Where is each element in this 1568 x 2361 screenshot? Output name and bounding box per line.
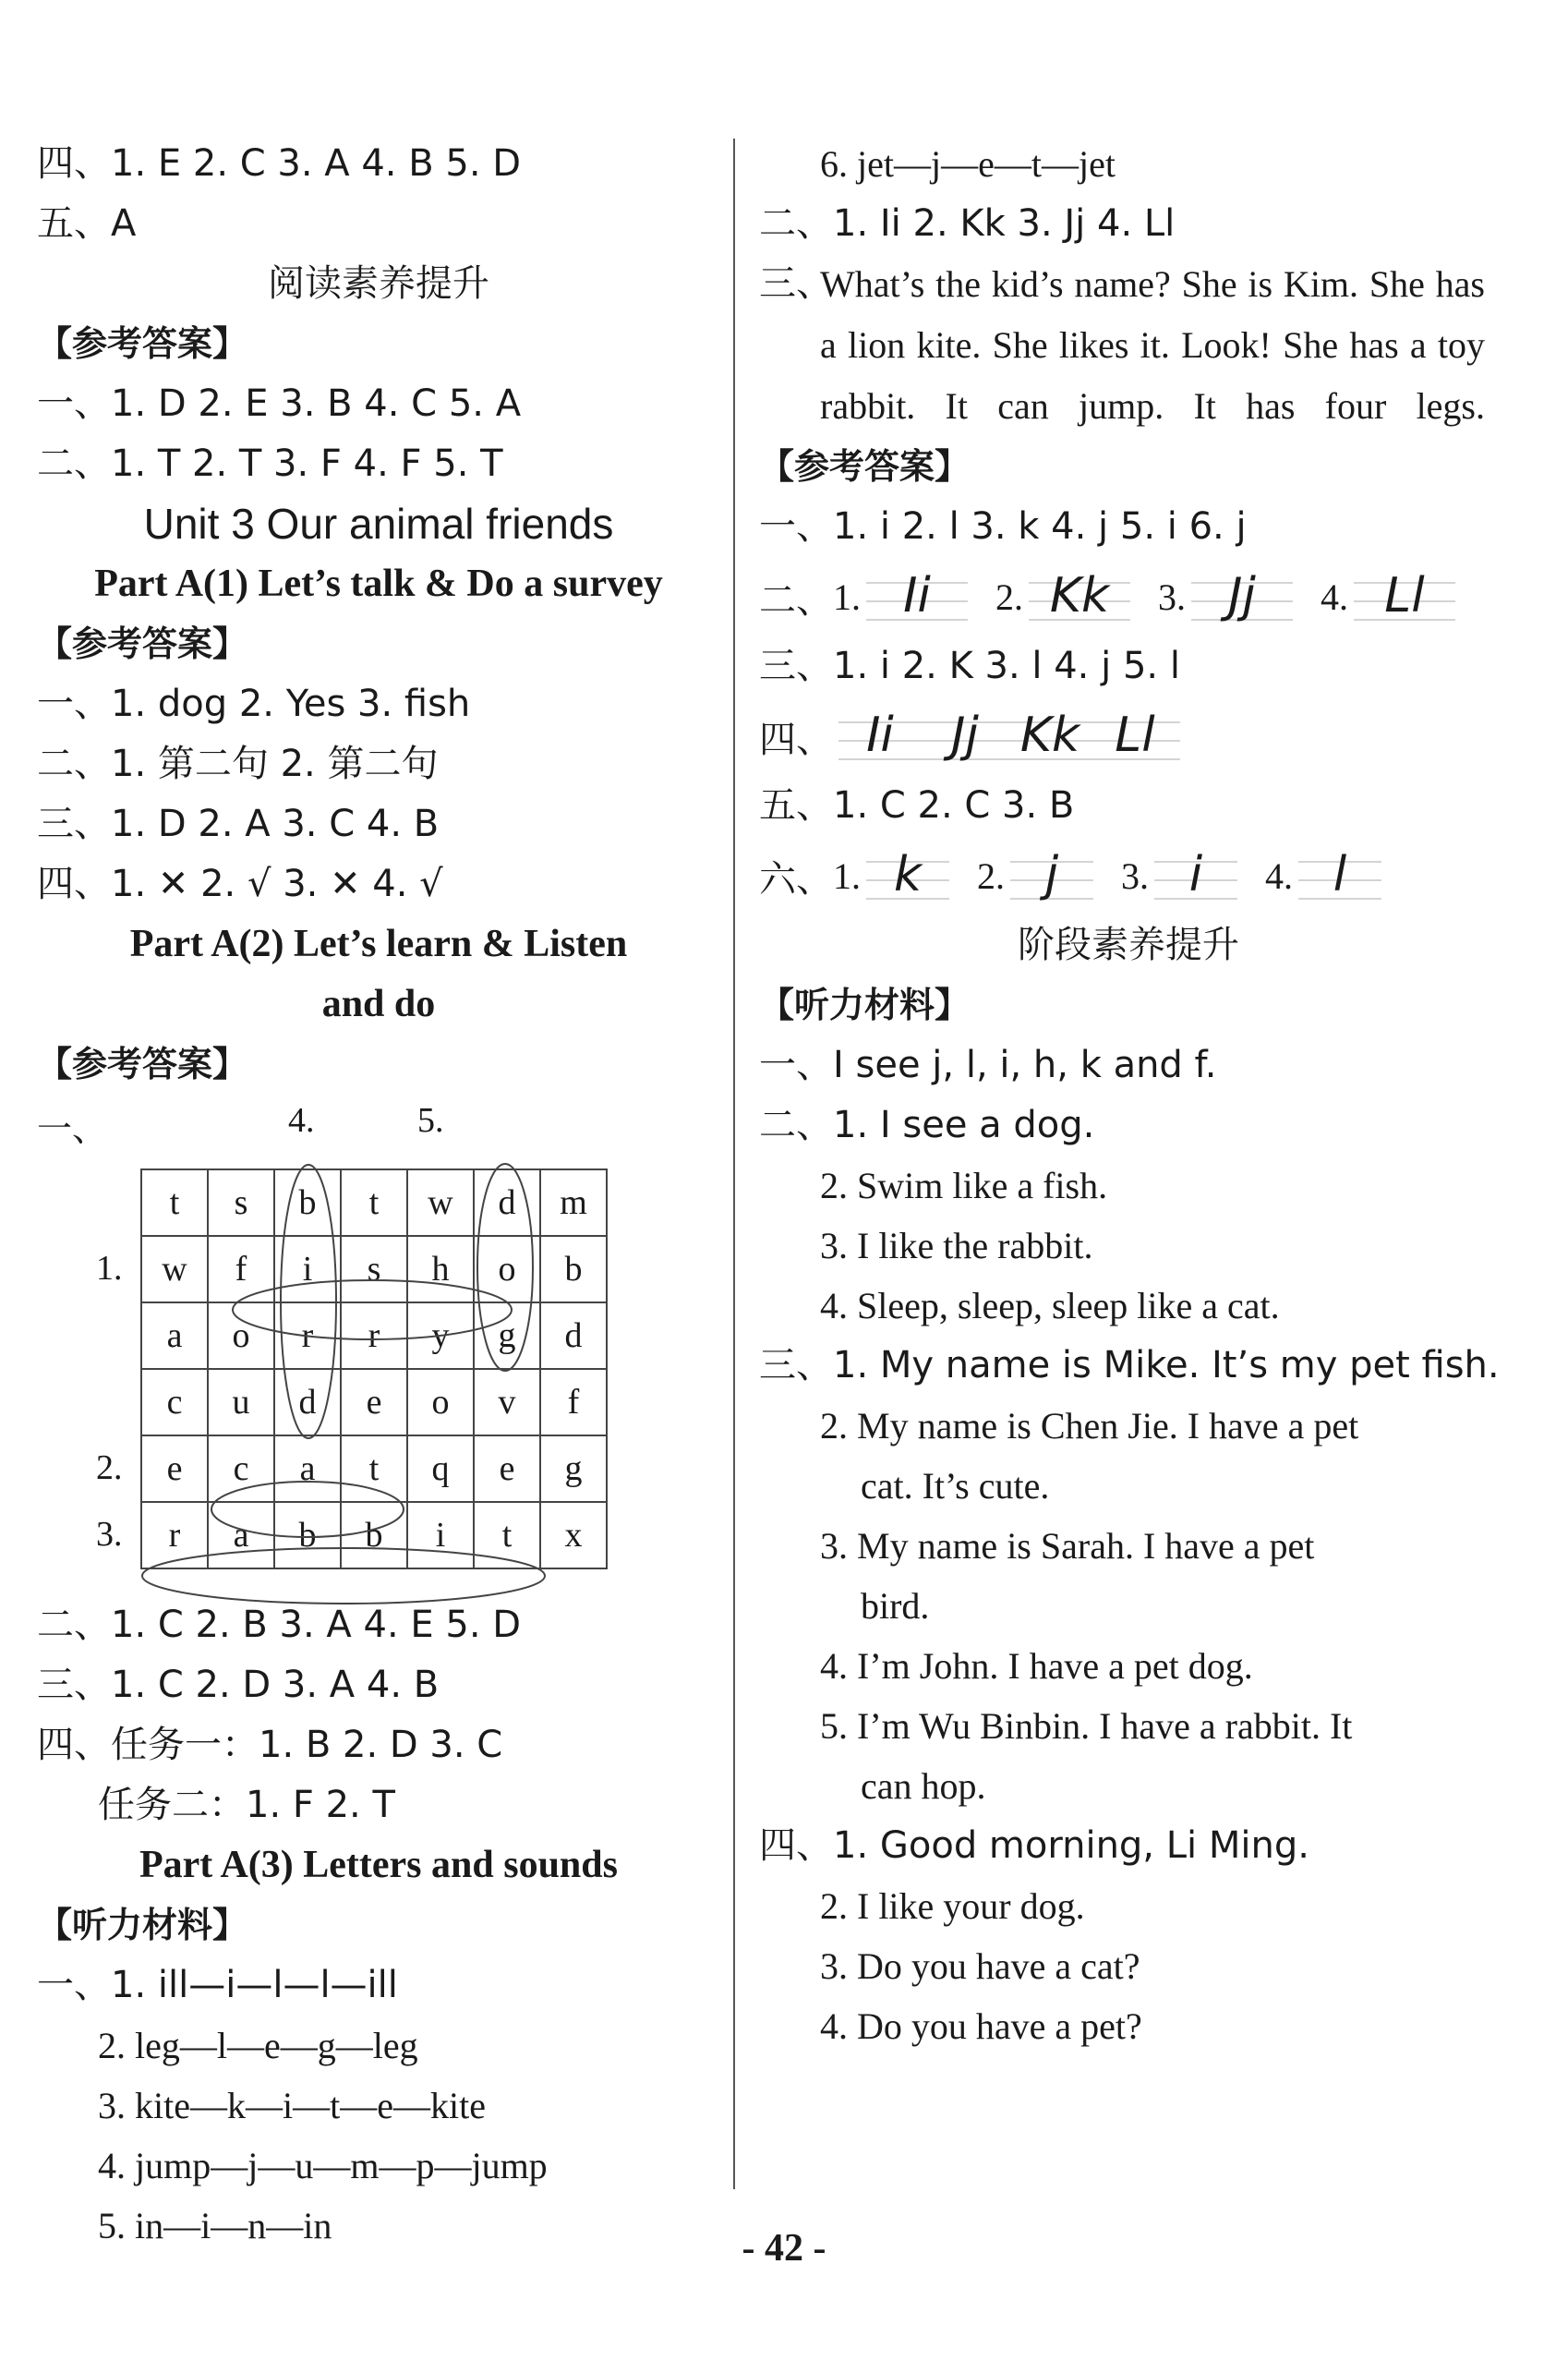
circle-cat (211, 1482, 404, 1537)
grid-cell: w (407, 1169, 474, 1236)
left-column (37, 134, 720, 2256)
circle-dog (477, 1164, 533, 1371)
grid-cell: t (474, 1502, 540, 1568)
page-number: - 42 - (742, 2227, 826, 2270)
handwriting-item (995, 564, 1130, 629)
handwriting-item (1158, 564, 1293, 629)
listening-material-label: 【听力材料】 (759, 985, 971, 1025)
answer-line: 任务二：1. F 2. T (98, 1784, 395, 1826)
writing-box (866, 564, 968, 629)
section-title: 阅读素养提升 (268, 262, 489, 305)
writing-box (1154, 843, 1237, 908)
answer-line: 二、1. Ii 2. Kk 3. Jj 4. Ll (759, 202, 1176, 245)
listening-line: 3. My name is Sarah. I have a pet (820, 1525, 1315, 1567)
handwriting-item (833, 843, 949, 908)
listening-line: 2. My name is Chen Jie. I have a pet (820, 1405, 1359, 1447)
handwriting-item (977, 843, 1093, 908)
grid-cell: g (540, 1435, 607, 1502)
listening-line: 3. I like the rabbit. (820, 1225, 1093, 1266)
listening-line: 2. Swim like a fish. (820, 1165, 1108, 1206)
item-number: 2. (995, 575, 1023, 618)
answer-line: 四、1. E 2. C 3. A 4. B 5. D (37, 142, 522, 185)
grid-cell: b (341, 1502, 407, 1568)
grid-cell: h (407, 1236, 474, 1302)
listening-line: 2. leg—l—e—g—leg (98, 2025, 418, 2066)
handwritten-letter: Ll (1115, 708, 1155, 763)
grid-cell: f (540, 1369, 607, 1435)
circle-bird (281, 1165, 336, 1438)
writing-box (866, 843, 949, 908)
listening-material-label: 【听力材料】 (37, 1905, 248, 1945)
passage-block (759, 254, 1498, 437)
column-label-5: 5. (417, 1101, 444, 1140)
answer-key-label: 【参考答案】 (37, 1044, 248, 1084)
answer-key-label: 【参考答案】 (759, 446, 971, 487)
answer-line: 二、1. 第二句 2. 第二句 (37, 743, 439, 785)
handwritten-letter: Ii (866, 708, 894, 763)
answer-line: 五、A (37, 202, 137, 245)
handwriting-item (1321, 564, 1455, 629)
item-number: 2. (977, 854, 1005, 897)
listening-line: 5. in—i—n—in (98, 2205, 332, 2246)
grid-cell: a (274, 1435, 341, 1502)
grid-cell: s (208, 1169, 274, 1236)
grid-cell: i (407, 1502, 474, 1568)
answer-line: 五、1. C 2. C 3. B (759, 784, 1075, 827)
handwritten-letter: Ii (903, 568, 931, 624)
listening-line: 4. jump—j—u—m—p—jump (98, 2145, 548, 2186)
listening-line: 4. Do you have a pet? (820, 2005, 1142, 2047)
row-prefix: 六、 (759, 857, 833, 901)
part-title-continued: and do (321, 983, 436, 1025)
handwritten-letter: j (1044, 847, 1059, 902)
listening-line: 四、1. Good morning, Li Ming. (759, 1824, 1309, 1867)
listening-line: cat. It’s cute. (861, 1465, 1050, 1507)
grid-cell: q (407, 1435, 474, 1502)
writing-box (1298, 843, 1381, 908)
unit-title: Unit 3 Our animal friends (143, 500, 614, 548)
grid-cell: d (274, 1369, 341, 1435)
grid-cell: v (474, 1369, 540, 1435)
answer-line: 一、1. i 2. l 3. k 4. j 5. i 6. j (759, 505, 1247, 548)
item-number: 3. (1158, 575, 1186, 618)
handwritten-letter: Jj (951, 708, 979, 763)
row-prefix: 二、 (759, 578, 833, 622)
handwritten-letter: k (893, 847, 923, 902)
listening-line: 3. kite—k—i—t—e—kite (98, 2085, 486, 2126)
answer-circles (37, 1095, 720, 1612)
answer-line: 三、1. D 2. A 3. C 4. B (37, 803, 440, 845)
grid-cell: r (274, 1302, 341, 1369)
grid-cell: w (141, 1236, 208, 1302)
grid-cell: i (274, 1236, 341, 1302)
handwritten-letter: Kk (1019, 708, 1080, 763)
item-number: 1. (833, 575, 861, 618)
row-label-1: 1. (96, 1249, 123, 1288)
grid-cell: c (141, 1369, 208, 1435)
grid-cell: d (474, 1169, 540, 1236)
listening-line: 二、1. I see a dog. (759, 1104, 1095, 1146)
answer-key-label: 【参考答案】 (37, 624, 248, 664)
item-number: 4. (1265, 854, 1293, 897)
grid-cell: a (141, 1302, 208, 1369)
grid-cell: o (407, 1369, 474, 1435)
handwritten-letter: Ll (1384, 568, 1425, 624)
grid-cell: e (141, 1435, 208, 1502)
grid-cell: o (208, 1302, 274, 1369)
handwriting-item (1121, 843, 1237, 908)
writing-box (1354, 564, 1455, 629)
circle-rabbit (142, 1548, 545, 1604)
section-title: 阶段素养提升 (1018, 924, 1239, 966)
answer-line: 一、1. D 2. E 3. B 4. C 5. A (37, 382, 522, 425)
answer-line: 三、1. C 2. D 3. A 4. B (37, 1664, 440, 1706)
writing-strip (838, 704, 1180, 769)
grid-cell: s (341, 1236, 407, 1302)
listening-line: 三、1. My name is Mike. It’s my pet fish. (759, 1344, 1500, 1386)
grid-cell: c (208, 1435, 274, 1502)
listening-line: 一、1. ill—i—l—l—ill (37, 1964, 398, 2006)
answer-line: 二、1. C 2. B 3. A 4. E 5. D (37, 1604, 522, 1646)
answer-line: 三、1. i 2. K 3. l 4. j 5. l (759, 645, 1180, 687)
grid-cell: r (141, 1502, 208, 1568)
grid-cell: b (274, 1502, 341, 1568)
grid-cell: y (407, 1302, 474, 1369)
handwritten-letter: i (1188, 847, 1203, 902)
grid-cell: r (341, 1302, 407, 1369)
answer-line: 一、1. dog 2. Yes 3. fish (37, 683, 471, 725)
answer-line: 二、1. T 2. T 3. F 4. F 5. T (37, 442, 503, 485)
right-column (759, 134, 1498, 2056)
writing-box (1029, 564, 1130, 629)
grid-cell: d (540, 1302, 607, 1369)
answer-line: 四、任务一：1. B 2. D 3. C (37, 1724, 503, 1766)
part-title: Part A(1) Let’s talk & Do a survey (94, 563, 663, 605)
part-title: Part A(2) Let’s learn & Listen (129, 923, 628, 965)
grid-cell: m (540, 1169, 607, 1236)
grid-cell: e (341, 1369, 407, 1435)
circle-fish (233, 1280, 512, 1339)
listening-line: bird. (861, 1585, 930, 1627)
grid-cell: f (208, 1236, 274, 1302)
row-prefix: 四、 (759, 718, 833, 761)
grid-cell: t (341, 1435, 407, 1502)
listening-line: 一、I see j, l, i, h, k and f. (759, 1044, 1217, 1086)
grid-cell: x (540, 1502, 607, 1568)
grid-cell: a (208, 1502, 274, 1568)
answer-line: 四、1. ✕ 2. √ 3. ✕ 4. √ (37, 863, 443, 905)
handwritten-letter: Jj (1228, 568, 1256, 624)
writing-box (1010, 843, 1093, 908)
passage-text: What’s the kid’s name? She is Kim. She has a lion kite. She likes it. Look! She has a toy rabbit. It can jump. It has four legs. (820, 263, 1485, 427)
row-label-2: 2. (96, 1448, 123, 1487)
grid-cell: t (341, 1169, 407, 1236)
listening-line: 6. jet—j—e—t—jet (820, 143, 1116, 185)
handwritten-letter: Kk (1049, 568, 1110, 624)
listening-line: 4. Sleep, sleep, sleep like a cat. (820, 1285, 1280, 1326)
part-title: Part A(3) Letters and sounds (139, 1844, 618, 1886)
grid-cell: u (208, 1369, 274, 1435)
handwriting-answer-row (759, 696, 1498, 776)
listening-line: 4. I’m John. I have a pet dog. (820, 1645, 1253, 1687)
puzzle-prefix: 一、 (37, 1108, 108, 1149)
listening-line: 2. I like your dog. (820, 1885, 1085, 1927)
item-number: 1. (833, 854, 861, 897)
grid-cell: e (474, 1435, 540, 1502)
column-divider (733, 139, 735, 2189)
row-label-3: 3. (96, 1515, 123, 1554)
handwriting-answer-row (759, 557, 1498, 636)
handwritten-letter: l (1333, 847, 1347, 902)
handwriting-item (1265, 843, 1381, 908)
writing-box (1191, 564, 1293, 629)
listening-line: 5. I’m Wu Binbin. I have a rabbit. It (820, 1705, 1353, 1747)
word-search-puzzle (37, 1095, 720, 1555)
listening-line: 3. Do you have a cat? (820, 1945, 1140, 1987)
column-label-4: 4. (288, 1101, 315, 1140)
grid-cell: b (274, 1169, 341, 1236)
handwriting-item (833, 564, 968, 629)
handwriting-answer-row (759, 836, 1498, 915)
passage-prefix: 三、 (759, 262, 833, 305)
item-number: 4. (1321, 575, 1348, 618)
item-number: 3. (1121, 854, 1149, 897)
grid-cell: g (474, 1302, 540, 1369)
grid-cell: t (141, 1169, 208, 1236)
grid-cell: b (540, 1236, 607, 1302)
listening-line: can hop. (861, 1765, 986, 1807)
answer-key-label: 【参考答案】 (37, 323, 248, 364)
grid-cell: o (474, 1236, 540, 1302)
